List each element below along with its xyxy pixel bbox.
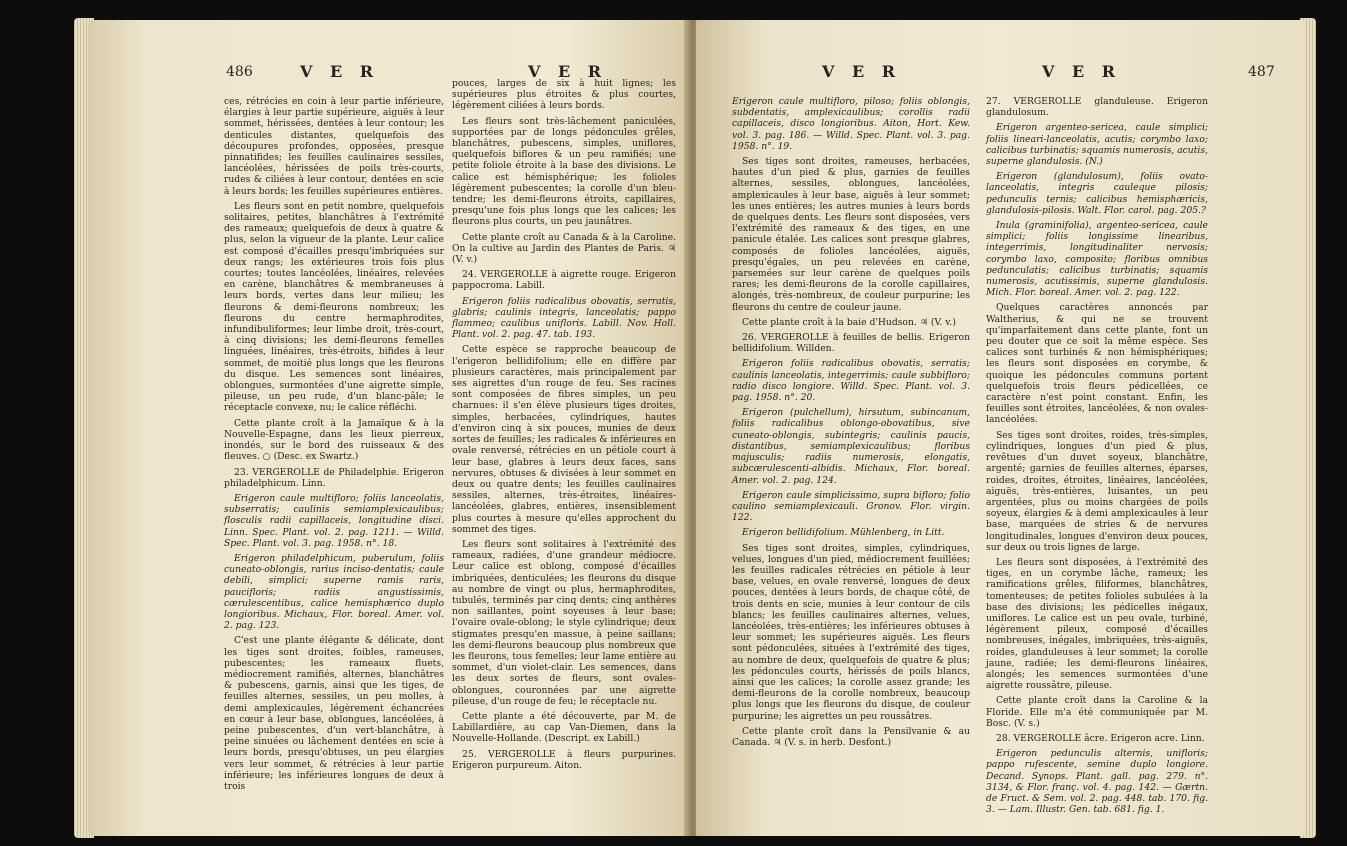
paragraph: Cette plante croît à la baie d'Hudson. ♃ (V. v.): [742, 316, 956, 328]
right-column-2: [986, 96, 1208, 819]
paragraph: Cette plante croît à la Jamaïque & à la Nouvelle-Espagne, dans les lieux pierreux, inondés, sur le bord des ruisseaux & des fleuves. ○ (Desc. ex Swartz.): [224, 417, 444, 463]
paragraph: Les fleurs sont très-lâchement paniculées, supportées par de longs pédoncules grêles, blanchâtres, pubescens, simples, uniflores, quelquefois biflores & un peu ramifiés; une petite foliole étroite à la base des divisions. Le calice est hémisphérique; les folioles légèrement pubescentes; la corolle d'un bleu-tendre; les demi-fleurons étroits, capillaires, presqu'une fois plus longs que les calices; les fleurons plus courts, un peu jaunâtres.: [452, 115, 676, 228]
paragraph: Ses tiges sont droites, simples, cylindriques, velues, longues d'un pied, médiocrement feuillées; les feuilles radicales rétrécies en pétiole à leur base, velues, en ovale renversé, longues de deux pouces, dentées à leurs bords, de chaque côté, de trois dents en scie, munies à leur contour de cils blancs; les feuilles caulinaires alternes, velues, lancéolées, très-entières; les inférieures obtuses à leur sommet; les supérieures aiguës. Les fleurs sont pédonculées, situées à l'extrémité des tiges, au nombre de deux, quelquefois de quatre & plus; les pédoncules courts, hérissés de poils blancs, ainsi que les calices; la corolle assez grande; les demi-fleurons de la corolle nombreux, beaucoup plus longs que les fleurons du disque, de couleur purpurine; les aigrettes un peu roussâtres.: [732, 542, 970, 722]
entry-heading: 23. VERGEROLLE de Philadelphie. Erigeron philadelphicum. Linn.: [224, 466, 444, 489]
paragraph: Cette plante croît au Canada & à la Caroline. On la cultive au Jardin des Plantes de Paris. ♃ (V. v.): [452, 231, 676, 266]
paragraph: Ses tiges sont droites, roides, très-simples, cylindriques, longues d'un pied & plus, revêtues d'un duvet soyeux, blanchâtre, argenté; garnies de feuilles alternes, éparses, roides, droites, étroites, linéaires, lancéolées, aiguës, très-entières, luisantes, un peu argentées, plus ou moins chargées de poils soyeux, élargies & à demi amplexicaules à leur base, marquées de stries & de nervures longitudinales, longues d'environ deux pouces, sur deux ou trois lignes de large.: [986, 429, 1208, 553]
right-column-1: [732, 96, 970, 752]
paragraph: Cette plante croît dans la Caroline & la Floride. Elle m'a été communiquée par M. Bosc. (V. s.): [986, 695, 1208, 729]
latin-diagnosis: Erigeron bellidifolium. Mühlenberg, in Litt.: [742, 527, 945, 539]
right-page: [696, 20, 1306, 836]
left-column-2: [452, 78, 676, 775]
paragraph: Ses tiges sont droites, rameuses, herbacées, hautes d'un pied & plus, garnies de feuilles alternes, sessiles, oblongues, lancéolées, amplexicaules à leur base, aiguës à leur sommet; les unes entières; les autres munies à leurs bords de quelques dents. Les fleurs sont disposées, vers l'extrémité des rameaux & des tiges, en une panicule étalée. Les calices sont presque glabres, composés de folioles lancéolées, aiguës, presqu'égales, un peu relevées en carène, parsemées sur leur carène de quelques poils rares; les demi-fleurons de la corolle capillaires, alongés, très-nombreux, de couleur purpurine; les fleurons du centre de couleur jaune.: [732, 156, 970, 313]
latin-diagnosis: Erigeron philadelphicum, puberulum, foliis cuneato-oblongis, rarius inciso-dentatis; caule debili, simplici; superne ramis raris, paucifloris; radiis angustissimis, cærulescentibus, calice hemisphærico duplo longioribus. Michaux, Flor. boreal. Amer. vol. 2. pag. 123.: [224, 552, 444, 632]
paragraph: Les fleurs sont solitaires à l'extrémité des rameaux, radiées, d'une grandeur médiocre. Leur calice est oblong, composé d'écailles imbriquées, denticulées; les fleurons du disque au nombre de vingt ou plus, hermaphrodites, tubulés, terminés par cinq dents; cinq anthères non saillantes, point soyeuses à leur base; l'ovaire ovale-oblong; le style cylindrique; deux stigmates presqu'en massue, à peine saillans; les demi-fleurons beaucoup plus nombreux que les fleurons, tous femelles; leur lame entière au sommet, d'un violet-clair. Les semences, dans les deux sortes de fleurs, sont ovales-oblongues, couronnées par une aigrette pileuse, d'un rouge de feu; le réceptacle nu.: [452, 538, 676, 707]
latin-diagnosis: Inula (graminifolia), argenteo-sericea, caule simplici; foliis longissime linearibus, integerrimis, longitudinaliter nervosis; corymbo laxo, composito; floribus omnibus pedunculatis; calicibus turbinatis; squamis numerosis, acutissimis, superne glandulosis. Mich. Flor. boreal. Amer. vol. 2. pag. 122.: [986, 220, 1208, 299]
latin-diagnosis: Erigeron (glandulosum), foliis ovato-lanceolatis, integris cauleque pilosis; pedunculis ternis; calicibus hemisphæricis, glandulosis-pilosis. Walt. Flor. carol. pag. 205.?: [986, 171, 1208, 216]
page-number-right: 487: [1248, 64, 1275, 80]
paragraph: pouces, larges de six à huit lignes; les supérieures plus étroites & plus courtes, légèrement ciliées à leurs bords.: [452, 78, 676, 112]
left-column-1: [224, 96, 444, 796]
paragraph: ces, rétrécies en coin à leur partie inférieure, élargies à leur partie supérieure, aiguës à leur sommet, hérissées, dentées à leur contour; les denticules distantes, quelquefois des découpures profondes, opposées, presque pinnatifides; les feuilles caulinaires sessiles, lancéolées, hérissées de poils très-courts, rudes & ciliées à leur contour, dentées en scie à leurs bords; les feuilles supérieures entières.: [224, 96, 444, 197]
latin-diagnosis: Erigeron caule simplicissimo, supra bifloro; folio caulino semiamplexicauli. Gronov. Flor. virgin. 122.: [732, 489, 970, 524]
left-page: [88, 20, 690, 836]
page-number-left: 486: [226, 64, 253, 80]
paragraph: Les fleurs sont en petit nombre, quelquefois solitaires, petites, blanchâtres à l'extrémité des rameaux; quelquefois de deux à quatre & plus, selon la vigueur de la plante. Leur calice est composé d'écailles presqu'imbriquées sur deux rangs; les extérieures trois fois plus courtes; toutes lancéolées, linéaires, relevées en carène, blanchâtres & membraneuses à leurs bords, vertes dans leur milieu; les fleurons & demi-fleurons nombreux; les fleurons du centre hermaphrodites, infundibuliformes; leur limbe droit, très-court, à cinq divisions; les demi-fleurons femelles linguées, linéaires, très-étroits, bifides à leur sommet, de moitié plus longs que les fleurons du disque. Les semences sont linéaires, oblongues, surmontées d'une aigrette simple, pileuse, un peu rude, d'un blanc-pâle; le réceptacle convexe, nu; le calice réfléchi.: [224, 200, 444, 414]
running-head-right-2: V E R: [1042, 62, 1122, 81]
paragraph: Quelques caractères annoncés par Waltherius, & qui ne se trouvent qu'imparfaitement dans cette plante, font un peu douter que ce soit la même espèce. Ses calices sont turbinés & non hémisphériques; les fleurs sont disposées en corymbe, & quoique les pédoncules communs portent quelquefois trois fleurs pédicellées, ce caractère n'est point constant. Enfin, les feuilles sont étroites, lancéolées, & non ovales-lancéolées.: [986, 302, 1208, 426]
latin-diagnosis: Erigeron (pulchellum), hirsutum, subincanum, foliis radicalibus oblongo-obovatibus, sive cuneato-oblongis, subintegris; caulinis paucis, distantibus, semiamplexicaulibus; floribus majusculis; radiis numerosis, elongatis, subcærulescenti-albidis. Michaux, Flor. boreal. Amer. vol. 2. pag. 124.: [732, 407, 970, 486]
latin-diagnosis: Erigeron pedunculis alternis, unifloris; pappo rufescente, semine duplo longiore. Decand. Synops. Plant. gall. pag. 279. n°. 3134, & Flor. franç. vol. 4. pag. 142. — Gærtn. de Fruct. & Sem. vol. 2. pag. 448. tab. 170. fig. 3. — Lam. Illustr. Gen. tab. 681. fig. 1.: [986, 748, 1208, 816]
latin-diagnosis: Erigeron caule multifloro, piloso; foliis oblongis, subdentatis, amplexicaulibus; corollis radii capillaceis, disco longioribus. Aiton, Hort. Kew. vol. 3. pag. 186. — Willd. Spec. Plant. vol. 3. pag. 1958. n°. 19.: [732, 96, 970, 152]
paragraph: C'est une plante élégante & délicate, dont les tiges sont droites, foibles, rameuses, pubescentes; les rameaux fluets, médiocrement ramifiés, alternes, blanchâtres & pubescens, garnis, ainsi que les tiges, de feuilles alternes, sessiles, un peu molles, à demi amplexicaules, légèrement échancrées en cœur à leur base, oblongues, lancéolées, à peine pubescentes, d'un vert-blanchâtre, à peine sinuées ou lâchement dentées en scie à leurs bords, presqu'obtuses, un peu élargies vers leur sommet, & rétrécies à leur partie inférieure; les inférieures longues de deux à trois: [224, 635, 444, 792]
entry-heading: 27. VERGEROLLE glanduleuse. Erigeron glandulosum.: [986, 96, 1208, 119]
entry-heading: 28. VERGEROLLE âcre. Erigeron acre. Linn.: [996, 732, 1205, 744]
running-head-left-1: V E R: [300, 62, 380, 81]
paragraph: Cette plante a été découverte, par M. de Labillardière, au cap Van-Diemen, dans la Nouvelle-Hollande. (Descript. ex Labill.): [452, 710, 676, 745]
latin-diagnosis: Erigeron foliis radicalibus obovatis, serratis, glabris; caulinis integris, lanceolatis; pappo flammeo; caulibus unifloris. Labill. Nov. Holl. Plant. vol. 2. pag. 47. tab. 193.: [452, 295, 676, 341]
running-head-right-1: V E R: [822, 62, 902, 81]
paragraph: Cette plante croît dans la Pensilvanie & au Canada. ♃ (V. s. in herb. Desfont.): [732, 725, 970, 748]
paragraph: Cette espèce se rapproche beaucoup de l'erigeron bellidifolium; elle en diffère par plusieurs caractères, mais principalement par ses aigrettes d'un rouge de feu. Ses racines sont composées de fibres simples, un peu charnues: il s'en élève plusieurs tiges droites, simples, herbacées, cylindriques, hautes d'environ cinq à six pouces, munies de deux sortes de feuilles; les radicales & inférieures en ovale renversé, rétrécies en un pétiole court à leur base, glabres à leurs deux faces, sans nervures, obtuses & divisées à leur sommet en deux ou quatre dents; les feuilles caulinaires sessiles, alternes, très-étroites, linéaires-lancéolées, glabres, entières, insensiblement plus courtes à mesure qu'elles approchent du sommet des tiges.: [452, 344, 676, 535]
entry-heading: 24. VERGEROLLE à aigrette rouge. Erigeron pappocroma. Labill.: [452, 269, 676, 292]
running-head-left-2: V E R: [528, 62, 608, 81]
entry-heading: 26. VERGEROLLE à feuilles de bellis. Erigeron bellidifolium. Willden.: [732, 332, 970, 355]
latin-diagnosis: Erigeron foliis radicalibus obovatis, serratis; caulinis lanceolatis, integerrimis; caule subbifloro; radio disco longiore. Willd. Spec. Plant. vol. 3. pag. 1958. n°. 20.: [732, 358, 970, 404]
latin-diagnosis: Erigeron argenteo-sericea, caule simplici; foliis lineari-lanceolatis, acutis; corymbo laxo; calicibus turbinatis; squamis numerosis, acutis, superne glandulosis. (N.): [986, 122, 1208, 168]
latin-diagnosis: Erigeron caule multifloro; foliis lanceolatis, subserratis; caulinis semiamplexicaulibus; flosculis radii capillaceis, longitudine disci. Linn. Spec. Plant. vol. 2. pag. 1211. — Willd. Spec. Plant. vol. 3. pag. 1958. n°. 18.: [224, 492, 444, 549]
entry-heading: 25. VERGEROLLE à fleurs purpurines. Erigeron purpureum. Aiton.: [452, 748, 676, 771]
paragraph: Les fleurs sont disposées, à l'extrémité des tiges, en un corymbe lâche, rameux; les ramifications grêles, filiformes, blanchâtres, tomenteuses; de petites folioles subulées à la base des divisions; les pédicelles inégaux, uniflores. Le calice est un peu ovale, turbiné, légèrement pileux, composé d'écailles nombreuses, inégales, imbriquées, très-aiguës, roides, glanduleuses à leur sommet; la corolle jaune, radiée; les demi-fleurons linéaires, alongés; les semences surmontées d'une aigrette roussâtre, pileuse.: [986, 556, 1208, 692]
